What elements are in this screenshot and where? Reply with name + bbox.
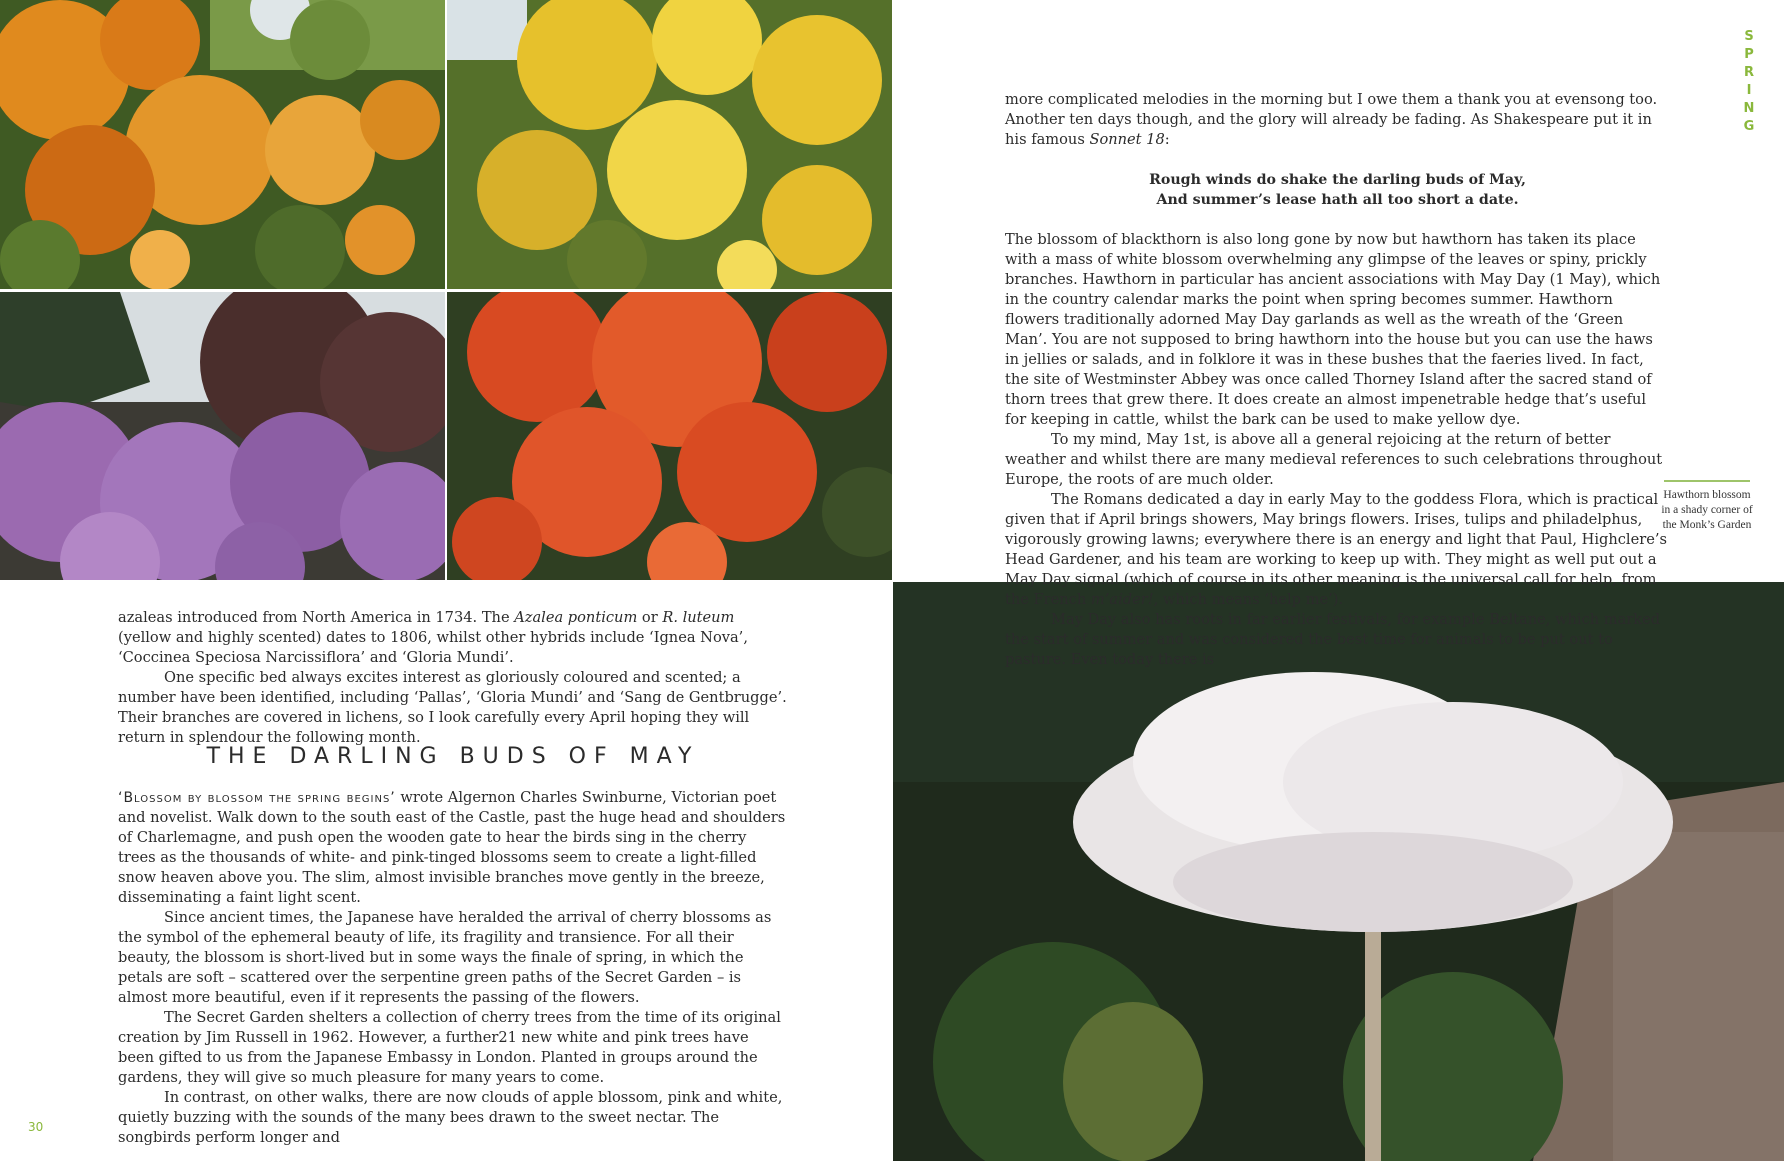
page-number: 30 — [28, 1120, 44, 1134]
running-head-letter: R — [1743, 65, 1754, 80]
italic-text: m’aider! — [1090, 591, 1154, 608]
text-run: : — [1164, 131, 1170, 148]
paragraph: To my mind, May 1st, is above all a general rejoicing at the return of better weather and whilst there are many medieval references to such celebrations throughout Europe, the roots of are much older. — [1005, 431, 1663, 488]
left-text-column — [118, 608, 788, 748]
text-run: wrote Algernon Charles Swinburne, Victorian poet and novelist. Walk down to the south east of the Castle, past the huge head and shoulders of Charlemagne, and push open the wooden gate to hear the birds sing in the cherry trees as the thousands of white- and pink-tinged blossoms seem to create a light-filled snow heaven above you. The slim, almost invisible branches move gently in the breeze, disseminating a faint light scent. — [118, 789, 786, 906]
running-head-letter: S — [1744, 29, 1754, 44]
quote-line: And summer’s lease hath all too short a date. — [1156, 192, 1519, 208]
sonnet-quote — [1005, 170, 1670, 210]
text-run: The Romans dedicated a day in early May to the goddess Flora, which is practical given that if April brings showers, May brings flowers. Irises, tulips and philadelphus, vigorously growing lawns; everywhere there is an energy and light that Paul, Highclere’s Head Gardener, and his team are working to keep up with. They might as well put out a May Day signal (which of course in its other meaning is the universal call for help, from the French — [1005, 491, 1667, 608]
italic-text: R. luteum — [662, 609, 735, 626]
paragraph: May Day also has roots in far earlier festivals, for example Beltane, which marked the start of summer and was considered the best time for animals to be put out to pasture. Even today there is — [1005, 611, 1661, 668]
paragraph: The blossom of blackthorn is also long gone by now but hawthorn has taken its place with a mass of white blossom overwhelming any glimpse of the leaves or spiny, prickly branches. Hawthorn in particular has ancient associations with May Day (1 May), which in the country calendar marks the point when spring becomes summer. Hawthorn flowers traditionally adorned May Day garlands as well as the wreath of the ‘Green Man’. You are not supposed to bring hawthorn into the house but you can use the haws in jellies or salads, and in folklore it was in these bushes that the faeries lived. In fact, the site of Westminster Abbey was once called Thorney Island after the sacred stand of thorn trees that grew there. It does create an almost impenetrable hedge that’s useful for keeping in cattle, whilst the bark can be used to make yellow dye. — [1005, 231, 1661, 428]
photo-caption: Hawthorn blossom in a shady corner of the Monk’s Garden — [1661, 489, 1753, 531]
paragraph — [1005, 490, 1670, 610]
paragraph: The Secret Garden shelters a collection of cherry trees from the time of its original creation by Jim Russell in 1962. However, a further21 new white and pink trees have been gifted to us from the Japanese Embassy in London. Planted in groups around the gardens, they will give so much pleasure for many years to come. — [118, 1009, 781, 1086]
photo-orange-azaleas — [0, 0, 445, 289]
italic-text: Azalea ponticum — [514, 609, 638, 626]
text-run: , which means ‘help me’). — [1153, 591, 1344, 608]
photo-purple-rhododendrons — [0, 292, 445, 580]
photo-red-azaleas — [447, 292, 892, 580]
running-head-letter: G — [1743, 119, 1755, 134]
left-text-column-lower — [118, 788, 788, 1148]
quote-line: Rough winds do shake the darling buds of May, — [1149, 172, 1526, 188]
text-run: azaleas introduced from North America in 1734. The — [118, 609, 515, 626]
text-run: (yellow and highly scented) dates to 1806, whilst other hybrids include ‘Ignea Nova’, ‘Coccinea Speciosa Narcissiflora’ and ‘Gloria Mundi’. — [118, 629, 748, 666]
text-run: or — [637, 609, 663, 626]
paragraph — [118, 788, 788, 908]
paragraph: Since ancient times, the Japanese have heralded the arrival of cherry blossoms as the symbol of the ephemeral beauty of life, its fragility and transience. For all their beauty, the blossom is short-lived but in some ways the finale of spring, in which the petals are soft – scattered over the serpentine green paths of the Secret Garden – is almost more beautiful, even if it represents the passing of the flowers. — [118, 909, 772, 1006]
section-heading: THE DARLING BUDS OF MAY — [206, 744, 700, 769]
paragraph — [118, 608, 788, 668]
text-run: more complicated melodies in the morning but I owe them a thank you at evensong too. Another ten days though, and the glory will already be fading. As Shakespeare put it in his famous — [1005, 91, 1658, 148]
running-head-letter: P — [1744, 47, 1754, 62]
running-head-letter: N — [1743, 101, 1755, 116]
photo-yellow-azaleas — [447, 0, 892, 289]
right-text-column — [1005, 90, 1670, 670]
running-head-spring — [1738, 28, 1760, 136]
paragraph: One specific bed always excites interest as gloriously coloured and scented; a number have been identified, including ‘Pallas’, ‘Gloria Mundi’ and ‘Sang de Gentbrugge’. Their branches are covered in lichens, so I look carefully every April hoping they will return in splendour the following month. — [118, 669, 787, 746]
paragraph: In contrast, on other walks, there are now clouds of apple blossom, pink and white, quietly buzzing with the sounds of the many bees drawn to the sweet nectar. The songbirds perform longer and — [118, 1089, 783, 1146]
caption-rule — [1664, 480, 1750, 482]
italic-text: Sonnet 18 — [1089, 131, 1165, 148]
smallcaps-lead: ‘Blossom by blossom the spring begins’ — [118, 790, 396, 806]
running-head-letter: I — [1746, 83, 1752, 98]
paragraph — [1005, 90, 1670, 150]
